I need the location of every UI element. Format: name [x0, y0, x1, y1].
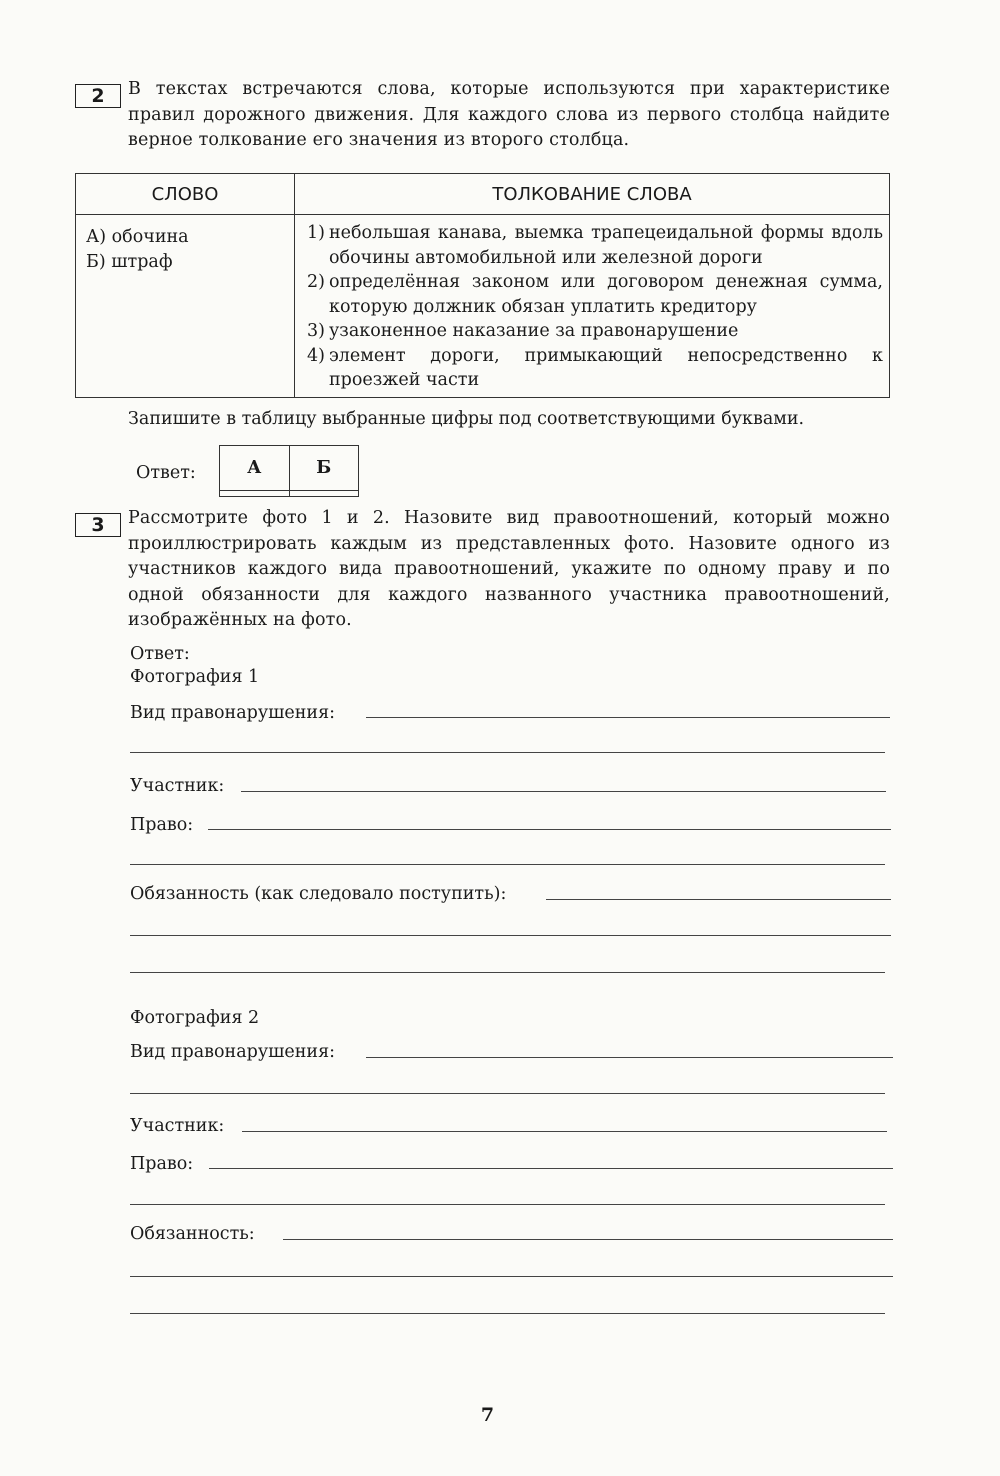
task-3-number: 3: [75, 513, 121, 537]
definition-text: небольшая канава, выемка трапецеидальной формы вдоль обочины автомобильной или железной дороги: [329, 223, 883, 268]
photo-2-duty-label: Обязанность:: [130, 1224, 255, 1244]
answer-line[interactable]: [130, 752, 885, 753]
answer-line[interactable]: [242, 1131, 887, 1132]
answer-line[interactable]: [546, 899, 891, 900]
answer-header-a: А: [220, 446, 290, 491]
page-number: 7: [480, 1404, 495, 1426]
answer-line[interactable]: [366, 717, 890, 718]
task-3-line: участников каждого вида правоотношений, укажите по одному праву и по: [128, 559, 890, 579]
word-a: А) обочина: [86, 227, 189, 247]
photo-1-title: Фотография 1: [130, 667, 260, 687]
task-2-number: 2: [75, 84, 121, 108]
header-word: СЛОВО: [76, 174, 295, 215]
task-3-line: одной обязанности для каждого названного участника правоотношений,: [128, 584, 890, 605]
photo-1-right-label: Право:: [130, 815, 194, 835]
answer-line[interactable]: [130, 935, 891, 936]
answer-line[interactable]: [283, 1239, 893, 1240]
answer-line[interactable]: [130, 1093, 885, 1094]
task-2-text: [128, 77, 890, 154]
task-2-line: верное толкование его значения из второго столбца.: [128, 130, 630, 150]
answer-line[interactable]: [130, 1204, 885, 1205]
definition-text: элемент дороги, примыкающий непосредственно к проезжей части: [329, 345, 883, 390]
answer-line[interactable]: [130, 864, 885, 865]
photo-1-duty-label: Обязанность (как следовало поступить):: [130, 884, 507, 904]
answer-line[interactable]: [208, 829, 891, 830]
definition-number: 4): [307, 345, 325, 366]
definition-3: [307, 319, 883, 344]
task-3-answer-label: Ответ:: [130, 644, 190, 664]
definition-number: 1): [307, 223, 325, 243]
task-3-line: изображённых на фото.: [128, 610, 352, 630]
instruction: Запишите в таблицу выбранные цифры под соответствующими буквами.: [128, 409, 805, 429]
photo-1-participant-label: Участник:: [130, 776, 225, 796]
answer-line[interactable]: [130, 1313, 885, 1314]
definition-text: узаконенное наказание за правонарушение: [329, 321, 739, 341]
words-column: [76, 215, 295, 398]
task-3-line: проиллюстрировать каждым из представленных фото. Назовите одного из: [128, 533, 890, 554]
word-b: Б) штраф: [86, 252, 173, 272]
matching-table: [75, 173, 890, 398]
answer-line[interactable]: [130, 972, 885, 973]
photo-2-participant-label: Участник:: [130, 1116, 225, 1136]
answer-label: Ответ:: [136, 463, 196, 483]
definition-number: 3): [307, 321, 325, 341]
photo-2-type-label: Вид правонарушения:: [130, 1042, 336, 1062]
definition-4: [307, 344, 883, 393]
definition-2: [307, 270, 883, 319]
definition-number: 2): [307, 272, 325, 292]
photo-1-type-label: Вид правонарушения:: [130, 703, 336, 723]
task-3-line: Рассмотрите фото 1 и 2. Назовите вид правоотношений, который можно: [128, 508, 890, 528]
header-definition: ТОЛКОВАНИЕ СЛОВА: [295, 174, 890, 215]
task-2-line: В текстах встречаются слова, которые используются при характеристике: [128, 79, 890, 99]
answer-line[interactable]: [209, 1168, 893, 1169]
photo-2-title: Фотография 2: [130, 1008, 260, 1028]
answer-cell-b[interactable]: [289, 491, 359, 497]
answer-cell-a[interactable]: [220, 491, 290, 497]
answer-header-b: Б: [289, 446, 359, 491]
photo-2-right-label: Право:: [130, 1154, 194, 1174]
answer-table[interactable]: [219, 445, 359, 497]
answer-line[interactable]: [130, 1276, 893, 1277]
definitions-column: [295, 215, 890, 398]
answer-line[interactable]: [366, 1057, 893, 1058]
definition-1: [307, 221, 883, 270]
definition-text: определённая законом или договором денежная сумма, которую должник обязан уплатить кредитору: [329, 272, 883, 317]
answer-line[interactable]: [241, 791, 886, 792]
task-2-line: правил дорожного движения. Для каждого слова из первого столбца найдите: [128, 104, 890, 125]
task-3-text: [128, 506, 890, 634]
